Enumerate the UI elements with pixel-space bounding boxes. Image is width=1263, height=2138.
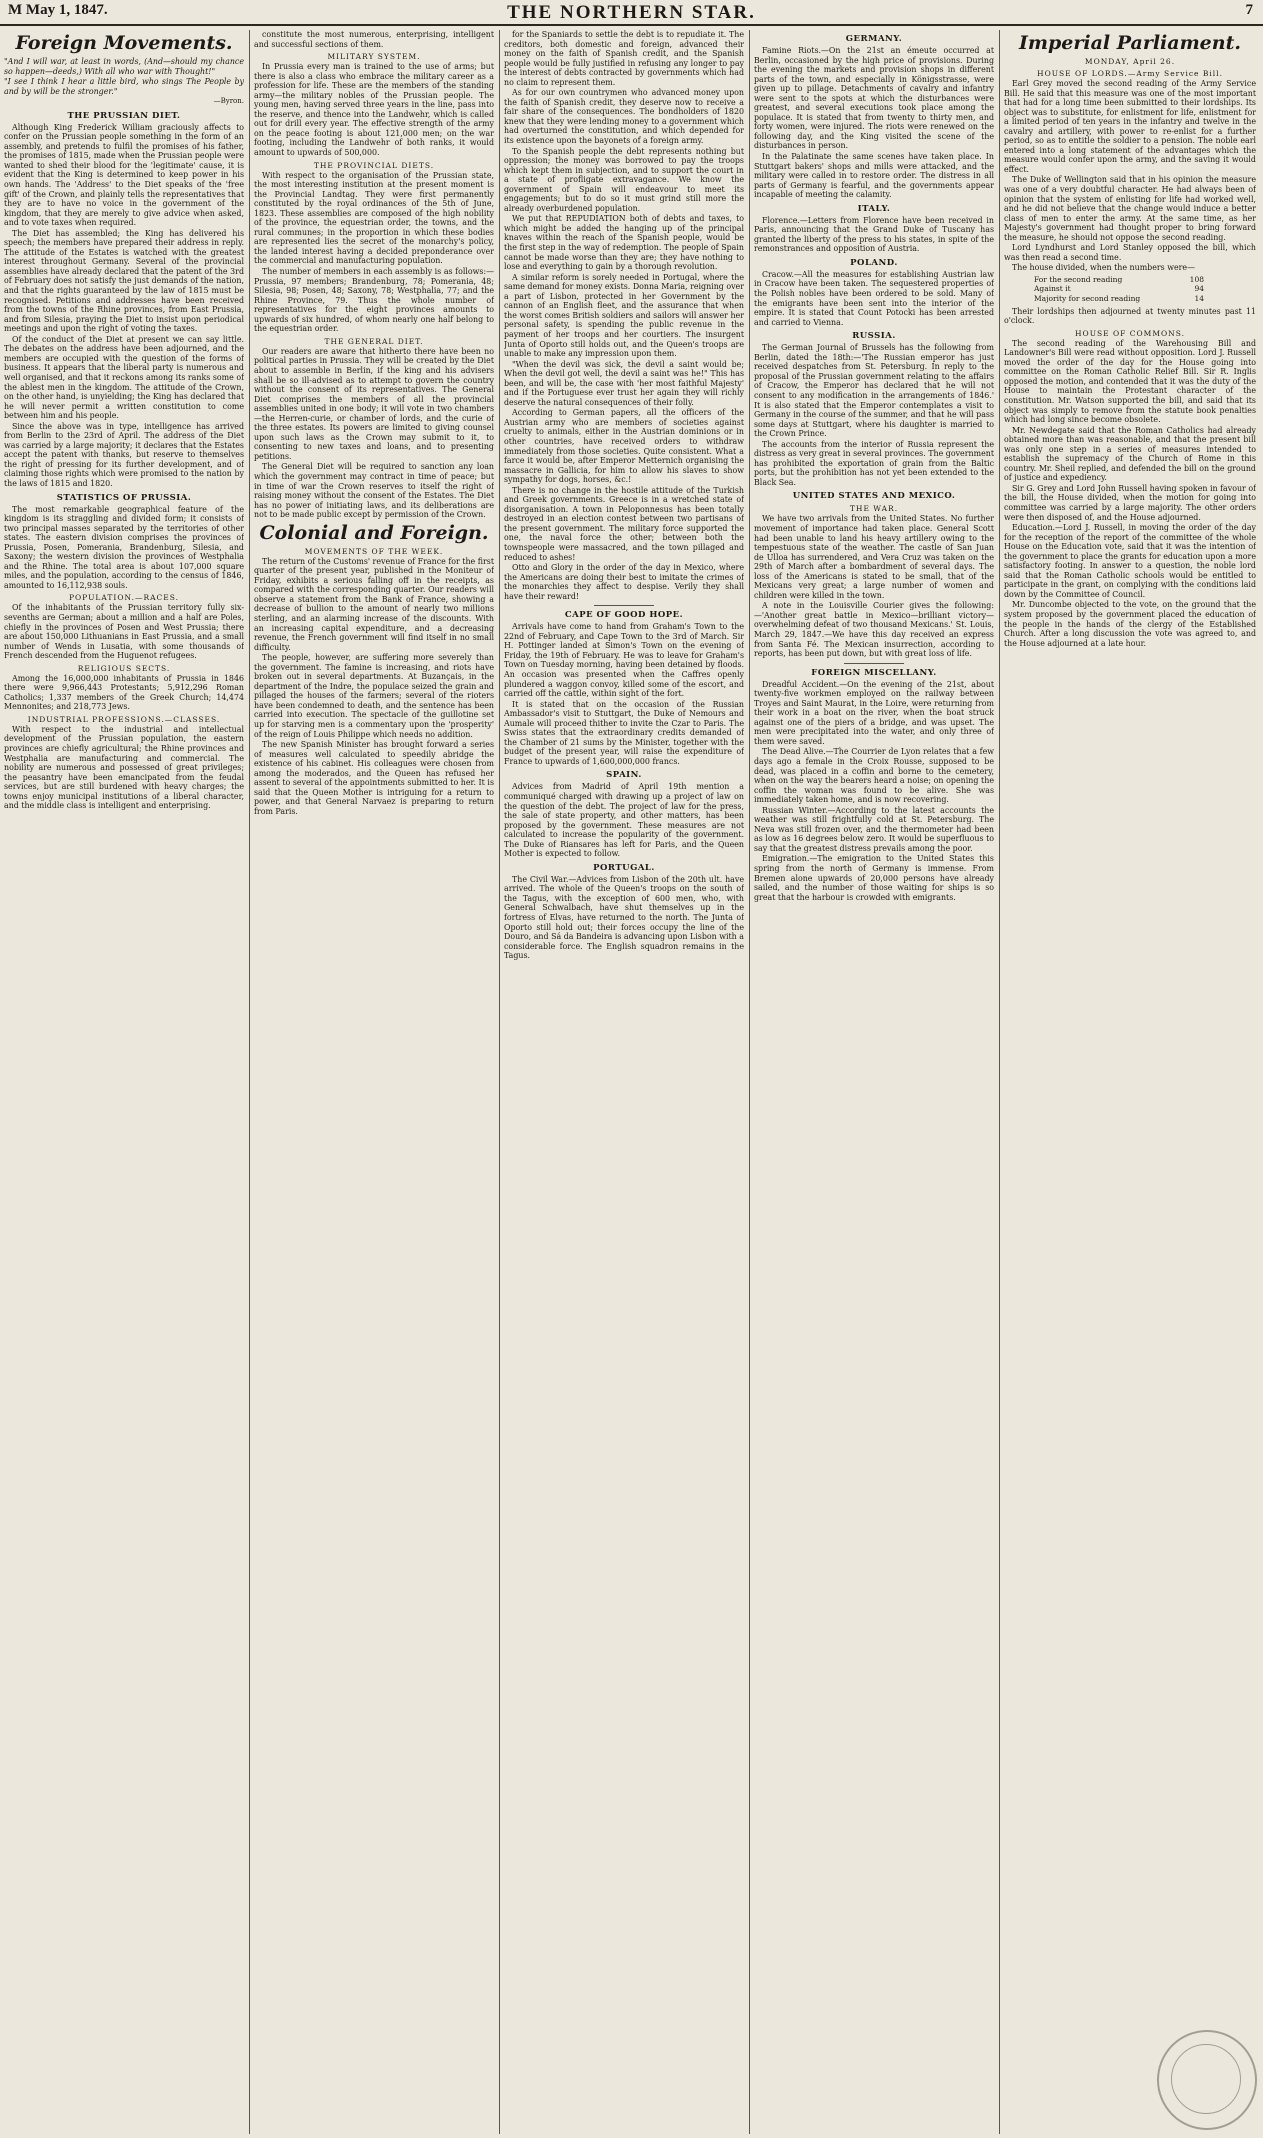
epigraph-verse: "And I will war, at least in words, (And—should my chance so happen—deeds,) With all who war with Thought!" (4, 57, 244, 76)
article-paragraph: Their lordships then adjourned at twenty minutes past 11 o'clock. (1004, 306, 1256, 326)
library-stamp (1157, 2030, 1257, 2130)
article-heading: STATISTICS OF PRUSSIA. (56, 492, 192, 503)
section-heading-foreign-movements: Foreign Movements. (15, 32, 233, 54)
column-rule (999, 30, 1000, 2134)
page-columns (4, 30, 1259, 2134)
article-paragraph: In the Palatinate the same scenes have taken place. In Stuttgart bakers' shops and mills were attacked, and the military were called in to restore order. The distress in all parts of Germany is fearful, and the governments appear incapable of meeting the calamity. (754, 152, 994, 200)
article-paragraph: Russian Winter.—According to the latest accounts the weather was still frightfully cold at St. Petersburg. The Neva was still frozen over, and the thermometer had been as low as 16 degrees below zero. It would be superfluous to say that the greatest distress prevails among the poor. (754, 805, 994, 853)
article-subheading: THE GENERAL DIET. (324, 336, 424, 346)
column-2 (254, 30, 494, 2134)
section-heading-imperial-parliament: Imperial Parliament. (1019, 32, 1241, 54)
article-subheading: THE WAR. (849, 504, 899, 514)
article-paragraph: With respect to the industrial and intellectual development of the Prussian population, the eastern provinces are chiefly agricultural; the Rhine provinces and Westphalia are manufacturing and commercial. The nobility are numerous and possessed of great privileges; the peasantry have been emancipated from the feudal services, but are still burdened with heavy charges; the towns enjoy municipal institutions of a liberal character, and the middle class is intelligent and enterprising. (4, 724, 244, 811)
epigraph-verse: "I see I think I hear a little bird, who sings The People by and by will be the stronger." (4, 77, 244, 96)
article-paragraph: A similar reform is sorely needed in Portugal, where the same demand for money exists. Donna Maria, reigning over a part of Lisbon, protected in her Government by the cannon of an English fleet, and the assurance that when the worst comes British soldiers and sailors will answer her personal safety, is spending the public revenue in the payment of her troops and her courtiers. The insurgent Junta of Oporto still holds out, and the Queen's troops are unable to make any impression upon them. (504, 272, 744, 359)
divider (594, 605, 654, 606)
article-heading: THE PRUSSIAN DIET. (67, 110, 181, 121)
article-heading: RUSSIA. (852, 331, 896, 342)
article-paragraph: The second reading of the Warehousing Bill and Landowner's Bill were read without opposition. Lord J. Russell moved the order of the day for the House going into committee on the Roman Catholic Relief Bill. Sir R. Inglis opposed the motion, and contended that it was the duty of the House to maintain the Protestant character of the constitution. Mr. Watson supported the bill, and said that its object was simply to remove from the statute book penalties which had long since become obsolete. (1004, 338, 1256, 425)
column-rule (749, 30, 750, 2134)
article-paragraph: It is stated that on the occasion of the Russian Ambassador's visit to Stuttgart, the Duke of Nemours and Aumale will proceed thither to invite the Czar to Paris. The Swiss states that the extraordinary credits demanded of the Chamber of 21 sums by the Minister, together with the budget of the present year, will raise the expenditure of France to upwards of 1,600,000,000 francs. (504, 699, 744, 766)
article-paragraph: We have two arrivals from the United States. No further movement of importance had taken place. General Scott had been unable to land his heavy artillery owing to the tempestuous state of the weather. The castle of San Juan de Ulloa has surrendered, and Vera Cruz was taken on the 29th of March after a bombardment of several days. The loss of the Americans is stated to be small, that of the Mexicans very great; a large number of women and children were killed in the town. (754, 514, 994, 600)
article-subheading: POPULATION.—RACES. (68, 593, 180, 603)
article-subheading: MOVEMENTS OF THE WEEK. (304, 546, 444, 556)
article-paragraph: Although King Frederick William graciously affects to confer on the Prussian people something in the form of an assembly, and pretends to fulfil the promises of his father, the promises of 1815, made when the Prussian people were wanted to shed their blood for the 'legitimate' cause, it is evident that the King is determined to keep power in his own hands. The 'Address' to the Diet speaks of the 'free gift' of the Crown, and plainly tells the representatives that they are to have no voice in the government of the kingdom, that they are merely to give advice when asked, and to vote taxes when required. (4, 122, 244, 228)
issue-date: M May 1, 1847. (8, 2, 108, 18)
article-paragraph: The accounts from the interior of Russia represent the distress as very great in several provinces. The government has prohibited the exportation of grain from the Baltic ports, but the prohibition has not yet been extended to the Black Sea. (754, 439, 994, 487)
division-row: Against it 94 (1034, 284, 1204, 294)
article-subheading: MONDAY, April 26. (1084, 57, 1176, 66)
newspaper-title: THE NORTHERN STAR. (507, 2, 756, 23)
article-paragraph: Since the above was in type, intelligence has arrived from Berlin to the 23rd of April. The address of the Diet was carried by a large majority; it declares that the Estates accept the patent with thanks, but reserve to themselves the right of pressing for its further development, and of claiming those rights which were promised to the nation by the laws of 1815 and 1820. (4, 421, 244, 488)
article-paragraph: Famine Riots.—On the 21st an émeute occurred at Berlin, occasioned by the high price of provisions. During the evening the markets and provision shops in different parts of the town, and especially in Königsstrasse, were given up to pillage. Detachments of cavalry and infantry were sent to the spots at which the disturbances were greatest, and several executions took place among the populace. It is stated that from twenty to thirty men, and forty women, were injured. The riots were renewed on the following day, and the King visited the scene of the disturbances in person. (754, 46, 994, 151)
article-paragraph: The return of the Customs' revenue of France for the first quarter of the present year, published in the Moniteur of Friday, exhibits a serious falling off in the receipts, as compared with the corresponding quarter. Our readers will observe a statement from the Bank of France, showing a decrease of bullion to the amount of nearly two millions sterling, and an alarming increase of the discounts. With an increasing capital expenditure, and a decreasing revenue, the French government will find itself in no small difficulty. (254, 556, 494, 652)
article-subheading: MILITARY SYSTEM. (327, 52, 421, 62)
article-subheading: RELIGIOUS SECTS. (77, 663, 171, 673)
article-heading: GERMANY. (845, 34, 903, 44)
article-paragraph: "When the devil was sick, the devil a saint would be; When the devil got well, the devil a saint was he!" This has been, and will be, the case with 'her most faithful Majesty' and if the Portuguese ever trust her again they will richly deserve the natural consequences of their folly. (504, 359, 744, 407)
article-subheading: THE PROVINCIAL DIETS. (313, 160, 435, 170)
article-paragraph: In Prussia every man is trained to the use of arms; but there is also a class who embrace the military career as a profession for life. These are the members of the standing army—the military nobles of the Prussian people. The young men, having served three years in the line, pass into the reserve, and thence into the Landwehr, which is called out for drill every year. The effective strength of the army on the peace footing is about 121,000 men; on the war footing, including the Landwehr of both ranks, it would amount to upwards of 500,000. (254, 62, 494, 158)
article-paragraph: for the Spaniards to settle the debt is to repudiate it. The creditors, both domestic and foreign, advanced their money on the faith of Spanish credit, and the Spanish people would be fully justified in refusing any longer to pay the interest of debts contracted by governments which had no claim to represent them. (504, 30, 744, 87)
article-paragraph: As for our own countrymen who advanced money upon the faith of Spanish credit, they deserve now to receive a fair share of the consequences. The bondholders of 1820 knew that they were lending money to a government which had overturned the constitution, and which depended for its existence upon the bayonets of a foreign army. (504, 88, 744, 146)
epigraph-citation: —Byron. (213, 97, 244, 106)
article-heading: ITALY. (857, 203, 891, 214)
masthead (0, 0, 1263, 26)
article-heading: POLAND. (850, 257, 898, 268)
article-paragraph: Among the 16,000,000 inhabitants of Prussia in 1846 there were 9,966,443 Protestants; 5,912,296 Roman Catholics; 1,337 members of the Greek Church; 14,474 Mennonites; and 218,773 Jews. (4, 673, 244, 712)
article-paragraph: Earl Grey moved the second reading of the Army Service Bill. He said that this measure was one of the most important that had for a long time been submitted to their lordships. Its object was to substitute, for enlistment for life, enlistment for a limited period of ten years in the infantry and twelve in the cavalry and artillery, with power to re-enlist for a further period, so as to entitle the soldier to a pension. The noble earl entered into a long statement of the advantages which the measure would confer upon the army, and the saving it would effect. (1004, 79, 1256, 174)
article-paragraph: The number of members in each assembly is as follows:—Prussia, 97 members; Brandenburg, 78; Pomerania, 48; Silesia, 98; Posen, 48; Saxony, 78; Westphalia, 77; and the Rhine Province, 79. Thus the whole number of representatives for the eight provinces amounts to upwards of six hundred, of whom nearly one half belong to the equestrian order. (254, 267, 494, 334)
article-heading: SPAIN. (606, 770, 642, 781)
article-paragraph: Of the conduct of the Diet at present we can say little. The debates on the address have been adjourned, and the members are occupied with the question of the forms of business. It appears that the liberal party is numerous and well organised, and that it reckons among its ranks some of the ablest men in the kingdom. The attitude of the Crown, on the other hand, is unyielding; the King has declared that he will never permit a written constitution to come between him and his people. (4, 334, 244, 421)
article-heading: CAPE OF GOOD HOPE. (564, 610, 684, 621)
article-paragraph: Dreadful Accident.—On the evening of the 21st, about twenty-five workmen employed on the railway between Troyes and Saint Maurat, in the Loire, were returning from their work in a boat on the river, when the boat struck against one of the piers of a bridge, and was upset. The men were precipitated into the water, and only three of them were saved. (754, 679, 994, 746)
article-paragraph: Otto and Glory in the order of the day in Mexico, where the Americans are doing their best to imitate the crimes of the monarchies they affect to despise. Verily they shall have their reward! (504, 563, 744, 601)
article-paragraph: The people, however, are suffering more severely than the government. The famine is increasing, and riots have broken out in several departments. At Buzançais, in the department of the Indre, the populace seized the grain and pillaged the houses of the farmers; several of the rioters have been condemned to death, and the sentence has been carried into execution. The spectacle of the guillotine set up for starving men is a commentary upon the 'prosperity' of the reign of Louis Philippe which needs no addition. (254, 653, 494, 739)
article-paragraph: Lord Lyndhurst and Lord Stanley opposed the bill, which was then read a second time. (1004, 243, 1256, 262)
divider (844, 663, 904, 664)
article-subheading: HOUSE OF COMMONS. (1075, 328, 1185, 338)
article-paragraph: The new Spanish Minister has brought forward a series of measures well calculated to speedily abridge the existence of his cabinet. His colleagues were chosen from among the moderados, and the Queen has refused her assent to several of the appointments submitted to her. It is said that the Queen Mother is intriguing for a return to power, and that General Narvaez is preparing to return from Paris. (254, 740, 494, 816)
column-rule (499, 30, 500, 2134)
division-row: For the second reading 108 (1034, 274, 1204, 284)
article-heading: UNITED STATES AND MEXICO. (792, 491, 956, 502)
article-heading: PORTUGAL. (593, 862, 655, 873)
article-paragraph: Mr. Duncombe objected to the vote, on the ground that the system proposed by the government placed the education of the people in the hands of the clergy of the Established Church. After a long discussion the vote was agreed to, and the House adjourned at a late hour. (1004, 600, 1256, 648)
division-row: Majority for second reading 14 (1034, 294, 1204, 304)
article-paragraph: Of the inhabitants of the Prussian territory fully six-sevenths are German; about a million and a half are Poles, chiefly in the provinces of Posen and West Prussia; there are about 150,000 Lithuanians in East Prussia, and a small number of Wends in Lusatia, with some thousands of French descended from the Huguenot refugees. (4, 603, 244, 661)
article-paragraph: The Civil War.—Advices from Lisbon of the 20th ult. have arrived. The whole of the Queen's troops on the south of the Tagus, with the exception of 600 men, who, with General Schwalbach, have shut themselves up in the fortress of Elvas, have returned to the north. The Junta of Oporto still hold out; their forces occupy the line of the Douro, and Sá da Bandeira is advancing upon Lisbon with a considerable force. The English squadron remains in the Tagus. (504, 874, 744, 961)
article-paragraph: There is no change in the hostile attitude of the Turkish and Greek governments. Greece is in a wretched state of disorganisation. A town in Peloponnesus has been totally destroyed in an election contest between two partisans of the present government. The military force supported the one, the naval force the other; between both the townspeople were massacred, and the town pillaged and reduced to ashes! (504, 485, 744, 562)
column-1 (4, 30, 244, 2134)
article-paragraph: constitute the most numerous, enterprising, intelligent and successful sections of them. (254, 30, 494, 49)
article-paragraph: The Dead Alive.—The Courrier de Lyon relates that a few days ago a female in the Croix Rousse, supposed to be dead, was placed in a coffin and borne to the cemetery, when on the way the bearers heard a noise; on opening the coffin the woman was found to be alive. She was immediately taken home, and is now recovering. (754, 747, 994, 805)
division-intro: The house divided, when the numbers were— (1012, 263, 1195, 273)
article-paragraph: The German Journal of Brussels has the following from Berlin, dated the 18th:—'The Russian emperor has just received despatches from St. Petersburg. In reply to the proposal of the Prussian government relating to the affairs of Cracow, the Emperor has declared that he will not consent to any modification in the arrangements of 1846.' It is also stated that the Emperor contemplates a visit to Germany in the course of the summer, and that he will pass some days at Stuttgart, where his daughter is married to the Crown Prince. (754, 343, 994, 439)
column-4 (754, 30, 994, 2134)
article-paragraph: Our readers are aware that hitherto there have been no political parties in Prussia. They will be created by the Diet about to assemble in Berlin, if the king and his advisers shall be so ill-advised as to attempt to govern the country without the consent of its representatives. The General Diet comprises the members of all the provincial assemblies united in one body; it will vote in two chambers—the Herren-curie, or chamber of lords, and the curie of the three estates. Its powers are limited to giving counsel upon such laws as the Crown may submit to it, to consenting to new taxes and loans, and to presenting petitions. (254, 346, 494, 461)
section-heading-colonial-foreign: Colonial and Foreign. (259, 521, 489, 544)
column-rule (249, 30, 250, 2134)
article-subheading: INDUSTRIAL PROFESSIONS.—CLASSES. (27, 714, 221, 724)
column-5 (1004, 30, 1256, 2134)
article-paragraph: A note in the Louisville Courier gives the following:—'Another great battle in Mexico—brilliant victory—overwhelming defeat of two thousand Mexicans.' St. Louis, March 29, 1847.—We have this day received an express from Santa Fé. The Mexican insurrection, according to reports, has been put down, but with great loss of life. (754, 601, 994, 659)
article-paragraph: Education.—Lord J. Russell, in moving the order of the day for the reception of the report of the committee of the whole House on the Education vote, said that it was the intention of the government to place the grants for education upon a more satisfactory footing. In answer to a question, the noble lord said that the Roman Catholic schools would be entitled to participate in the grant, on complying with the conditions laid down by the Committee of Council. (1004, 523, 1256, 599)
page-number: 7 (1245, 2, 1253, 18)
article-paragraph: We put that REPUDIATION both of debts and taxes, to which might be added the hanging up of the principal knaves within the reach of the Spanish people, would be the first step in the way of redemption. The people of Spain cannot be made worse than they are; they have nothing to lose and everything to gain by a thorough revolution. (504, 214, 744, 272)
article-paragraph: Advices from Madrid of April 19th mention a communiqué charged with drawing up a project of law on the question of the debt. The project of law for the press, the sale of state property, and other matters, has been proposed by the government. These measures are not calculated to increase the popularity of the government. The Duke of Riansares has left for Paris, and the Queen Mother is expected to follow. (504, 782, 744, 859)
article-paragraph: The Duke of Wellington said that in his opinion the measure was one of a very doubtful character. He had always been of opinion that the system of enlisting for life had worked well, and he did not believe that the change would induce a better class of men to enter the army. At the same time, as her Majesty's government had thought proper to bring forward the measure, he should not oppose the second reading. (1004, 175, 1256, 242)
article-paragraph: According to German papers, all the officers of the Austrian army who are members of societies against cruelty to animals, either in the Austrian dominions or in other countries, have received orders to withdraw immediately from those societies. Quite consistent. What a farce it would be, after Emperor Metternich organising the massacre in Gallicia, for him to allow his slaves to show sympathy for dogs, horses, &c.! (504, 408, 744, 485)
article-paragraph: The General Diet will be required to sanction any loan which the government may contract in time of peace; but in time of war the Crown reserves to itself the right of raising money without the consent of the Estates. The Diet has no power of initiating laws, and its deliberations are not to be made public except by permission of the Crown. (254, 462, 494, 520)
article-paragraph: Florence.—Letters from Florence have been received in Paris, announcing that the Grand Duke of Tuscany has granted the liberty of the press to his states, in spite of the remonstrances and opposition of Austria. (754, 215, 994, 254)
article-paragraph: With respect to the organisation of the Prussian state, the most interesting institution at the present moment is the Provincial Landtag. They were first permanently constituted by the royal ordinances of the 5th of June, 1823. These assemblies are composed of the high nobility of the province, the equestrian order, the towns, and the rural communes; in the proportion in which these bodies are represented lies the secret of the monarchy's policy, the landed interest having a decided preponderance over the commercial and manufacturing population. (254, 170, 494, 266)
article-paragraph: Sir G. Grey and Lord John Russell having spoken in favour of the bill, the House divided, when the motion for going into committee was carried by a large majority. The other orders were then disposed of, and the House adjourned. (1004, 483, 1256, 522)
article-paragraph: The most remarkable geographical feature of the kingdom is its straggling and divided form; it consists of two principal masses separated by the territories of other states. The eastern division comprises the provinces of Prussia, Posen, Pomerania, Brandenburg, Silesia, and Saxony; the western division the provinces of Westphalia and the Rhine. The total area is about 107,000 square miles, and the population, according to the census of 1846, amounted to 16,112,938 souls. (4, 504, 244, 590)
article-paragraph: Cracow.—All the measures for establishing Austrian law in Cracow have been taken. The sequestered properties of the Polish nobles have been ordered to be sold. Many of the emigrants have been sent into the interior of the empire. It is stated that Count Potocki has been arrested and carried to Vienna. (754, 269, 994, 327)
article-paragraph: Arrivals have come to hand from Graham's Town to the 22nd of February, and Cape Town to the 3rd of March. Sir H. Pottinger landed at Simon's Town on the evening of Friday, the 19th of February. He was to leave for Graham's Town on Tuesday morning, having been detained by floods. An occasion was presented when the Caffres openly plundered a waggon convoy, killed some of the escort, and carried off the cattle, within sight of the fort. (504, 622, 744, 699)
article-paragraph: Emigration.—The emigration to the United States this spring from the north of Germany is immense. From Bremen alone upwards of 20,000 persons have already sailed, and the number of those waiting for ships is so great that the harbour is crowded with emigrants. (754, 854, 994, 902)
article-paragraph: The Diet has assembled; the King has delivered his speech; the members have prepared their address in reply. The attitude of the Estates is watched with the greatest interest throughout Germany. Several of the provincial assemblies have already declared that the patent of the 3rd of February does not satisfy the just demands of the nation, and that the rights guaranteed by the law of 1815 must be recognised. Petitions and addresses have been received from the towns of the Rhine provinces, from East Prussia, and from Silesia, praying the Diet to insist upon periodical meetings and upon the right of voting the taxes. (4, 228, 244, 334)
article-paragraph: To the Spanish people the debt represents nothing but oppression; the money was borrowed to pay the troops which kept them in subjection, and to support the court in a state of profligate extravagance. We know the government of Spain will endeavour to meet its engagements; but to do so it must grind still more the already overburdened population. (504, 146, 744, 213)
division-table (1034, 275, 1256, 304)
article-heading: FOREIGN MISCELLANY. (811, 667, 937, 678)
article-subheading: HOUSE OF LORDS.—Army Service Bill. (1037, 69, 1223, 78)
article-paragraph: Mr. Newdegate said that the Roman Catholics had already obtained more than was reasonable, and that the present bill was only one step in a series of measures intended to establish the supremacy of the Church of Rome in this country. Mr. Sheil replied, and defended the bill on the ground of justice and expediency. (1004, 425, 1256, 483)
column-3 (504, 30, 744, 2134)
